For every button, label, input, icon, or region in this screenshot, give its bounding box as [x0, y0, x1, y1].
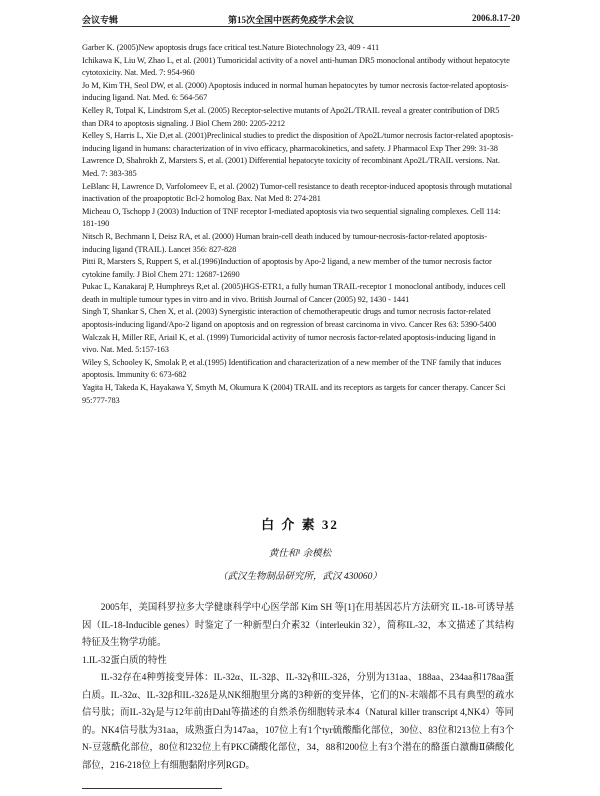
footnote-divider: [82, 788, 222, 789]
header-right: 2006.8.17-20: [472, 13, 520, 23]
reference-list: [82, 42, 514, 407]
article-body: [82, 600, 514, 775]
section-heading: 1.IL-32蛋白质的特性: [82, 655, 167, 666]
reference-item: Micheau O, Tschopp J (2003) Induction of TNF receptor I-mediated apoptosis via two sequential signaling complexes. Cell 114: 181-190: [82, 206, 501, 229]
reference-item: Nitsch R, Bechmann I, Deisz RA, et al. (2000) Human brain-cell death induced by tumour-necrosis-factor-related apoptosis-inducing ligand (TRAIL). Lancet 356: 827-828: [82, 231, 488, 254]
reference-item: Wiley S, Schooley K, Smolak P, et al.(1995) Identification and characterization of a new member of the TNF family that induces apoptosis. Immunity 6: 673-682: [82, 357, 502, 380]
reference-item: Pitti R, Marsters S, Ruppert S, et al.(1996)Induction of apoptosis by Apo-2 ligand, a new member of the tumor necrosis factor cytokine family. J Biol Chem 271: 12687-12690: [82, 257, 492, 279]
header-left: 会议专辑: [82, 15, 119, 25]
reference-item: Lawrence D, Shahrokh Z, Marsters S, et al. (2001) Differential hepatocyte toxicity of recombinant Apo2L/TRAIL versions. Nat. Med. 7: 383-385: [82, 156, 500, 178]
reference-item: Pukac L, Kanakaraj P, Humphreys R,et al. (2005)HGS-ETR1, a fully human TRAIL-receptor 1 monoclonal antibody, induces cell death in multiple tumour types in vitro and in vivo. British Journal of Cancer (2005) 92, 1430 - 1441: [82, 282, 506, 304]
reference-item: Kelley S, Harris L, Xie D,et al. (2001)Preclinical studies to predict the disposition of Apo2L/tumor necrosis factor-related apoptosis-inducing ligand in humans: characterization of in vivo efficacy, pharmacokinetics, and safety. J Pharmacol Exp Ther 299: 31-38: [82, 131, 514, 153]
reference-item: Garber K. (2005)New apoptosis drugs face critical test.Nature Biotechnology 23, 409 - 411: [82, 43, 380, 52]
article-authors: 黄仕和¹ 余模松: [268, 549, 332, 559]
reference-item: Ichikawa K, Liu W, Zhao L, et al. (2001) Tumoricidal activity of a novel anti-human DR5 monoclonal antibody without hepatocyte cytotoxicity. Nat. Med. 7: 954-960: [82, 55, 510, 78]
reference-item: LeBlanc H, Lawrence D, Varfolomeev E, et al. (2002) Tumor-cell resistance to death receptor-induced apoptosis through mutational inactivation of the proapoptotic Bcl-2 homolog Bax. Nat Med 8: 274-281: [82, 181, 512, 204]
reference-item: Yagita H, Takeda K, Hayakawa Y, Smyth M, Okumura K (2004) TRAIL and its receptors as targets for cancer therapy. Cancer Sci 95:777-783: [82, 383, 506, 405]
section-paragraph: IL-32存在4种剪接变异体：IL-32α、IL-32β、IL-32γ和IL-32δ，分别为131aa、188aa、234aa和178aa蛋白质。IL-32α、IL-32β和IL-32δ是从NK细胞里分离的3种新的变异体，它们的N-末端都不具有典型的疏水信号肽；而IL-32γ是与12年前由Dahl等描述的自然杀伤细胞转录本4（Natural killer transcript 4,NK4）等同的。NK4信号肽为31aa，成熟蛋白为147aa，107位上有1个tyr硫酸酯化部位，30位、83位和213位上有3个N-豆蔻酰化部位，80位和232位上有PKC磷酸化部位，34，88和200位上有3个潜在的酪蛋白激酶Ⅱ磷酸化部位，216-218位上有细胞黏附序列RGD。: [82, 673, 514, 771]
reference-item: Kelley R, Totpal K, Lindstrom S,et al. (2005) Receptor-selective mutants of Apo2L/TRAIL reveal a greater contribution of DR5 than DR4 to apoptosis signaling. J Biol Chem 280: 2205-2212: [82, 105, 500, 128]
intro-paragraph: 2005年，美国科罗拉多大学健康科学中心医学部 Kim SH 等[1]在用基因芯片方法研究 IL-18-可诱导基因（IL-18-Inducible genes）时鉴定了一种新型白介素32（interleukin 32），简称IL-32，本文描述了其结构特征及生物学功能。: [82, 603, 514, 648]
article-title: 白 介 素 32: [261, 517, 339, 532]
reference-item: Jo M, Kim TH, Seol DW, et al. (2000) Apoptosis induced in normal human hepatocytes by tumor necrosis factor-related apoptosis-inducing ligand. Nat. Med. 6: 564-567: [82, 80, 509, 103]
running-header: [82, 12, 520, 27]
header-center: 第15次全国中医药免疫学术会议: [228, 15, 355, 25]
reference-item: Singh T, Shankar S, Chen X, et al. (2003) Synergistic interaction of chemotherapeutic drugs and tumor necrosis factor-related apoptosis-inducing ligand/Apo-2 ligand on apoptosis and on regression of breast carcinoma in vivo. Cancer Res 63: 5390-5400: [82, 307, 497, 330]
article-affiliation: （武汉生物制品研究所，武汉 430060）: [218, 572, 382, 582]
reference-item: Walczak H, Miller RE, Ariail K, et al. (1999) Tumoricidal activity of tumor necrosis factor-related apoptosis-inducing ligand in vivo. Nat. Med. 5:157-163: [82, 332, 496, 355]
